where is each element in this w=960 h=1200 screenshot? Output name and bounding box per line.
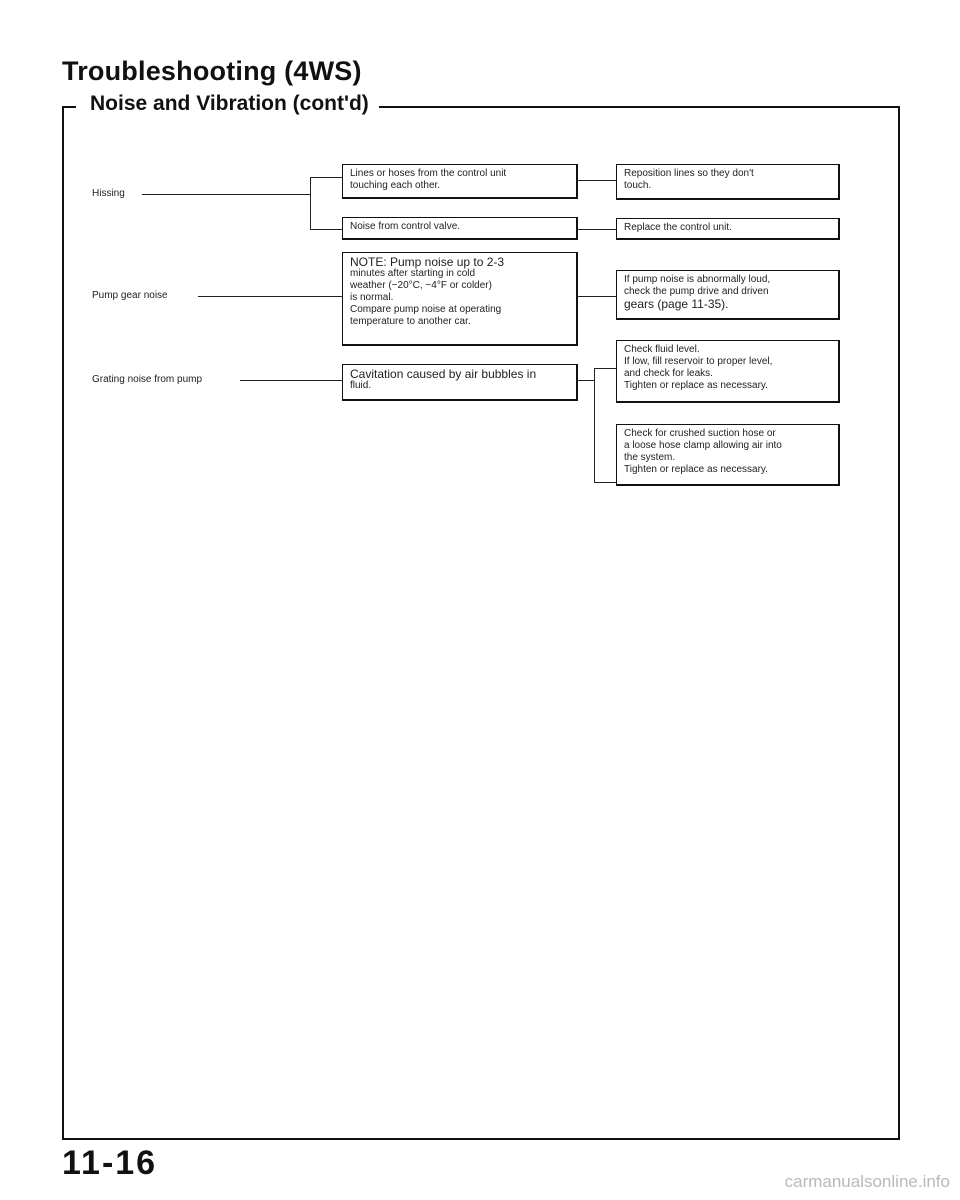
cause-box-pump-note bbox=[342, 252, 578, 346]
remedy-text: check the pump drive and driven bbox=[624, 286, 769, 297]
symptom-hissing: Hissing bbox=[92, 188, 125, 199]
connector-line bbox=[310, 229, 342, 230]
cause-text: Cavitation caused by air bubbles in bbox=[350, 367, 537, 381]
connector-line bbox=[578, 180, 616, 181]
note-text: weather (−20°C, −4°F or colder) bbox=[350, 280, 492, 291]
note-text: Compare pump noise at operating bbox=[350, 304, 502, 315]
remedy-text: and check for leaks. bbox=[624, 368, 713, 379]
section-title: Noise and Vibration (cont'd) bbox=[90, 92, 379, 116]
cause-box-control-valve bbox=[342, 217, 578, 240]
remedy-text: the system. bbox=[624, 452, 676, 463]
cause-text: touching each other. bbox=[350, 180, 441, 191]
remedy-text: Replace the control unit. bbox=[624, 222, 732, 233]
cause-text: Noise from control valve. bbox=[350, 221, 461, 232]
connector-line bbox=[142, 194, 310, 195]
remedy-box-check-pump-drive bbox=[616, 270, 840, 320]
page-title: Troubleshooting (4WS) bbox=[62, 56, 362, 86]
remedy-text: Tighten or replace as necessary. bbox=[624, 464, 768, 475]
symptom-pump-gear-noise: Pump gear noise bbox=[92, 290, 168, 301]
connector-line bbox=[310, 177, 311, 230]
connector-line bbox=[578, 296, 616, 297]
cause-text: Lines or hoses from the control unit bbox=[350, 168, 507, 179]
cause-box-cavitation bbox=[342, 364, 578, 401]
connector-line bbox=[310, 177, 342, 178]
note-text: NOTE: Pump noise up to 2-3 bbox=[350, 255, 505, 269]
remedy-text: Reposition lines so they don't bbox=[624, 168, 754, 179]
page-number: 11-16 bbox=[62, 1144, 158, 1182]
connector-line bbox=[578, 380, 594, 381]
note-text: is normal. bbox=[350, 292, 394, 303]
remedy-text: a loose hose clamp allowing air into bbox=[624, 440, 782, 451]
note-text: minutes after starting in cold bbox=[350, 268, 476, 279]
connector-line bbox=[594, 482, 616, 483]
cause-box-hoses-touching bbox=[342, 164, 578, 199]
remedy-text: gears (page 11-35). bbox=[624, 297, 729, 311]
connector-line bbox=[594, 368, 616, 369]
remedy-text: Tighten or replace as necessary. bbox=[624, 380, 768, 391]
remedy-text: Check for crushed suction hose or bbox=[624, 428, 776, 439]
connector-line bbox=[198, 296, 342, 297]
connector-line bbox=[240, 380, 342, 381]
connector-line bbox=[594, 368, 595, 482]
remedy-box-replace-control-unit bbox=[616, 218, 840, 240]
remedy-box-reposition bbox=[616, 164, 840, 200]
remedy-text: Check fluid level. bbox=[624, 344, 700, 355]
connector-line bbox=[578, 229, 616, 230]
note-text: temperature to another car. bbox=[350, 316, 471, 327]
watermark: carmanualsonline.info bbox=[784, 1172, 950, 1191]
remedy-text: If low, fill reservoir to proper level, bbox=[624, 356, 773, 367]
symptom-grating-noise: Grating noise from pump bbox=[92, 374, 203, 385]
cause-text: fluid. bbox=[350, 380, 372, 391]
remedy-text: touch. bbox=[624, 180, 652, 191]
remedy-box-check-suction-hose bbox=[616, 424, 840, 486]
remedy-text: If pump noise is abnormally loud, bbox=[624, 274, 771, 285]
remedy-box-check-fluid bbox=[616, 340, 840, 403]
